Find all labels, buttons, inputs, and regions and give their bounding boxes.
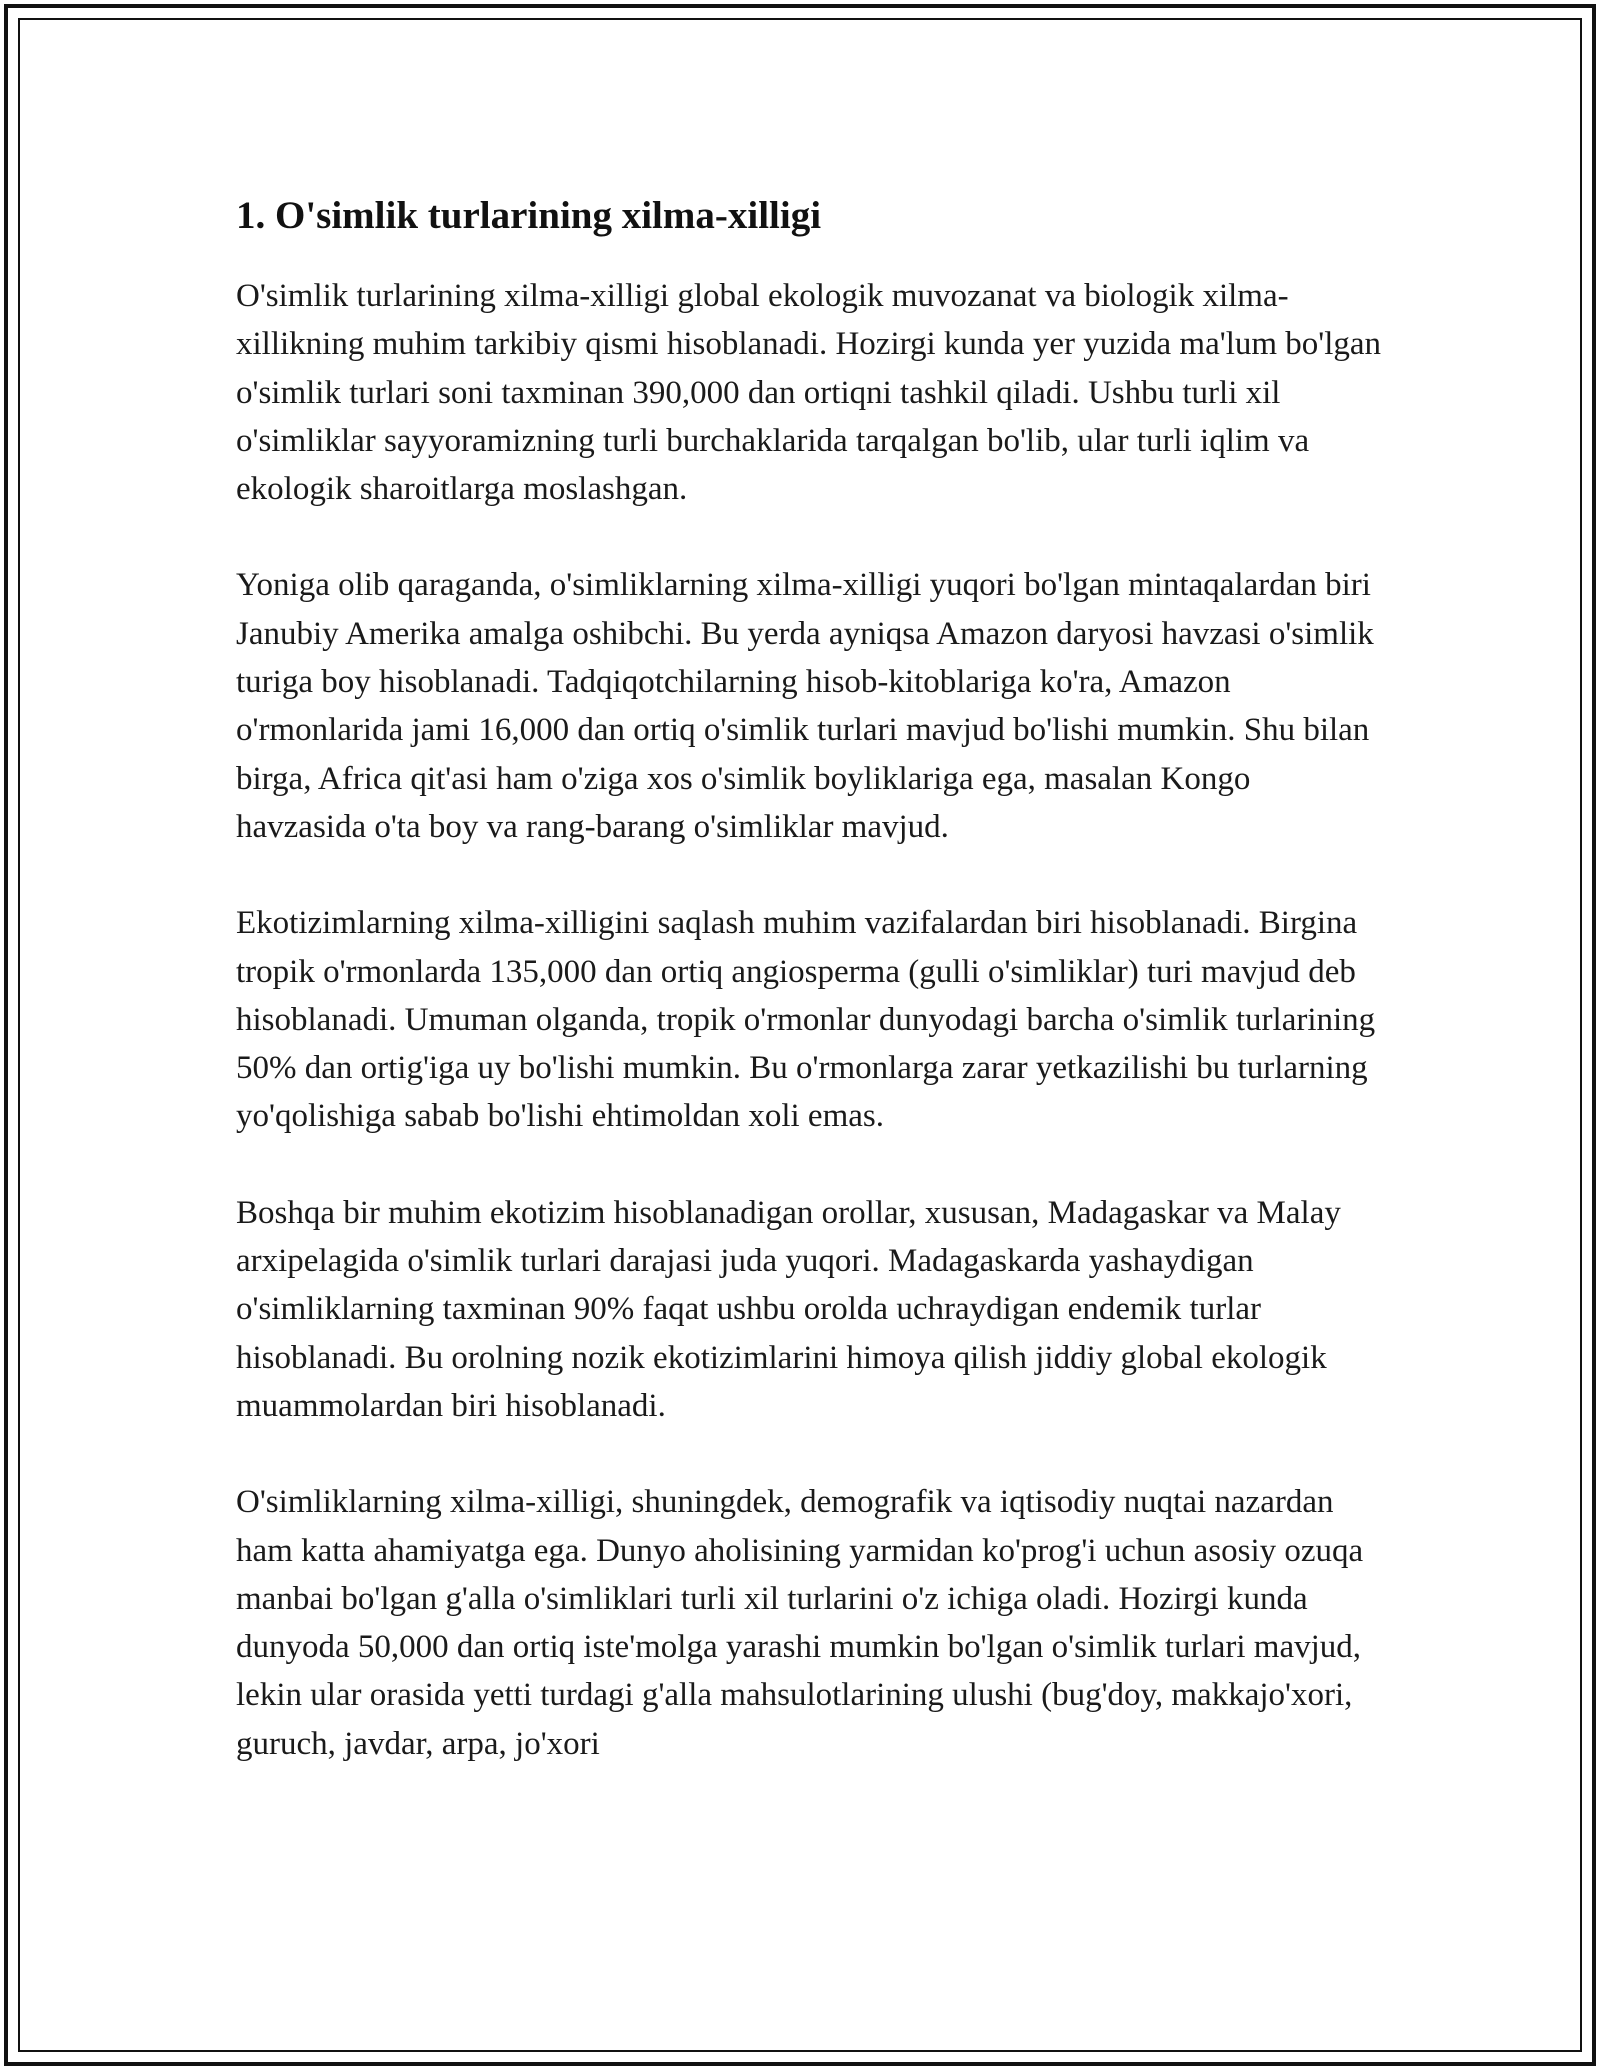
- document-body: [236, 188, 1386, 1816]
- paragraph-5: O'simliklarning xilma-xilligi, shuningdek, demografik va iqtisodiy nuqtai nazardan ham katta ahamiyatga ega. Dunyo aholisining yarmidan ko'prog'i uchun asosiy ozuqa manbai bo'lgan g'alla o'simliklari turli xil turlarini o'z ichiga oladi. Hozirgi kunda dunyoda 50,000 dan ortiq iste'molga yarashi mumkin bo'lgan o'simlik turlari mavjud, lekin ular orasida yetti turdagi g'alla mahsulotlarining ulushi (bug'doy, makkajo'xori, guruch, javdar, arpa, jo'xori: [236, 1484, 1364, 1762]
- paragraph-2: Yoniga olib qaraganda, o'simliklarning xilma-xilligi yuqori bo'lgan mintaqalardan biri Janubiy Amerika amalga oshibchi. Bu yerda ayniqsa Amazon daryosi havzasi o'simlik turiga boy hisoblanadi. Tadqiqotchilarning hisob-kitoblariga ko'ra, Amazon o'rmonlarida jami 16,000 dan ortiq o'simlik turlari mavjud bo'lishi mumkin. Shu bilan birga, Africa qit'asi ham o'ziga xos o'simlik boyliklariga ega, masalan Kongo havzasida o'ta boy va rang-barang o'simliklar mavjud.: [236, 567, 1374, 845]
- paragraph-4: Boshqa bir muhim ekotizim hisoblanadigan orollar, xususan, Madagaskar va Malay arxipelagida o'simlik turlari darajasi juda yuqori. Madagaskarda yashaydigan o'simliklarning taxminan 90% faqat ushbu orolda uchraydigan endemik turlar hisoblanadi. Bu orolning nozik ekotizimlarini himoya qilish jiddiy global ekologik muammolardan biri hisoblanadi.: [236, 1194, 1341, 1424]
- paragraph-1: O'simlik turlarining xilma-xilligi global ekologik muvozanat va biologik xilma-xillikning muhim tarkibiy qismi hisoblanadi. Hozirgi kunda yer yuzida ma'lum bo'lgan o'simlik turlari soni taxminan 390,000 dan ortiqni tashkil qiladi. Ushbu turli xil o'simliklar sayyoramizning turli burchaklarida tarqalgan bo'lib, ular turli iqlim va ekologik sharoitlarga moslashgan.: [236, 278, 1382, 508]
- paragraph-3: Ekotizimlarning xilma-xilligini saqlash muhim vazifalardan biri hisoblanadi. Birgina tropik o'rmonlarda 135,000 dan ortiq angiosperma (gulli o'simliklar) turi mavjud deb hisoblanadi. Umuman olganda, tropik o'rmonlar dunyodagi barcha o'simlik turlarining 50% dan ortig'iga uy bo'lishi mumkin. Bu o'rmonlarga zarar yetkazilishi bu turlarning yo'qolishiga sabab bo'lishi ehtimoldan xoli emas.: [236, 905, 1376, 1135]
- section-title: 1. O'simlik turlarining xilma-xilligi: [236, 194, 822, 237]
